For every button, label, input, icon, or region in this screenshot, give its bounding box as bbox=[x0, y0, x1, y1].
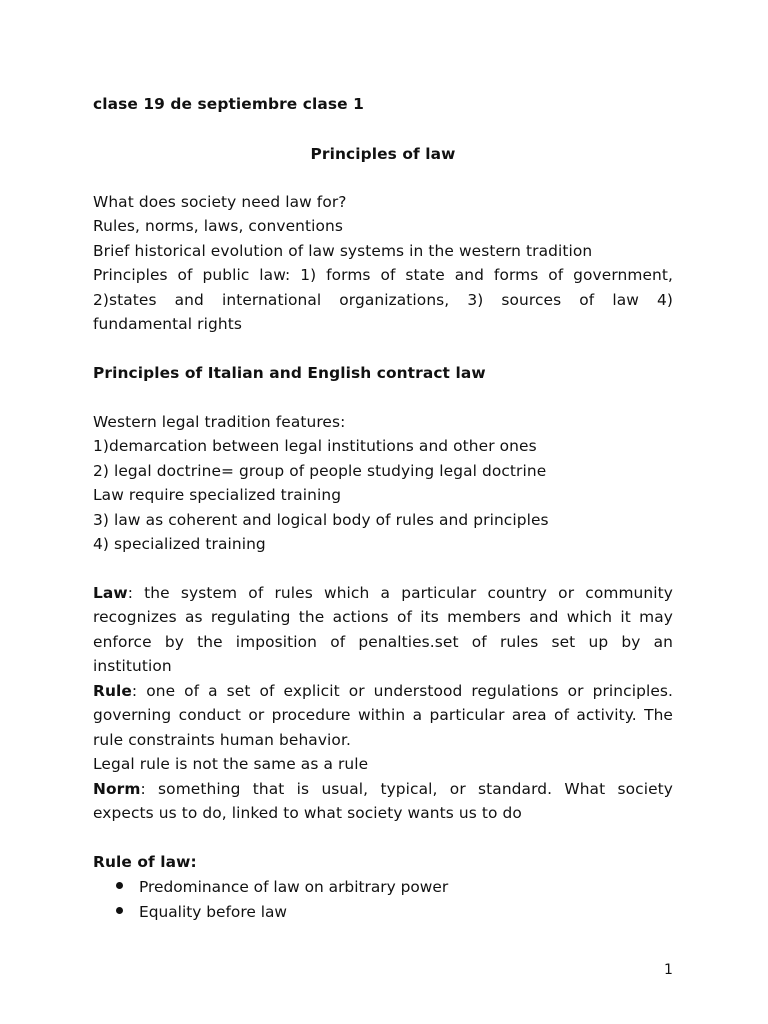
intro-line-3: Brief historical evolution of law systems in the western tradition bbox=[93, 242, 593, 260]
norm-def-line-2: expects us to do, linked to what society wants us to do bbox=[93, 804, 522, 822]
bullet-icon bbox=[116, 882, 123, 889]
features-line-5: 3) law as coherent and logical body of rules and principles bbox=[93, 511, 549, 529]
features-line-3: 2) legal doctrine= group of people studying legal doctrine bbox=[93, 462, 547, 480]
list-item-text: Predominance of law on arbitrary power bbox=[139, 878, 449, 896]
features-line-1: Western legal tradition features: bbox=[93, 413, 346, 431]
legal-rule-line: Legal rule is not the same as a rule bbox=[93, 755, 369, 773]
intro-line-1: What does society need law for? bbox=[93, 193, 347, 211]
norm-term: Norm bbox=[93, 780, 141, 798]
list-item bbox=[116, 900, 287, 925]
rule-def-line-1 bbox=[93, 679, 673, 704]
law-def-text-1: : the system of rules which a particular country or community bbox=[127, 584, 673, 602]
law-def-line-4: institution bbox=[93, 657, 172, 675]
law-def-line-1 bbox=[93, 581, 673, 606]
features-line-6: 4) specialized training bbox=[93, 535, 266, 553]
bullet-icon bbox=[116, 907, 123, 914]
section2-title: Principles of Italian and English contract law bbox=[93, 364, 486, 382]
rule-def-text-1: : one of a set of explicit or understood regulations or principles. bbox=[131, 682, 673, 700]
law-def-line-2: recognizes as regulating the actions of its members and which it may bbox=[93, 608, 673, 626]
rule-def-line-3: rule constraints human behavior. bbox=[93, 731, 351, 749]
features-line-2: 1)demarcation between legal institutions and other ones bbox=[93, 437, 537, 455]
page-number: 1 bbox=[664, 962, 673, 978]
norm-def-text-1: : something that is usual, typical, or standard. What society bbox=[140, 780, 673, 798]
doc-heading: clase 19 de septiembre clase 1 bbox=[93, 95, 364, 113]
law-term: Law bbox=[93, 584, 128, 602]
rule-term: Rule bbox=[93, 682, 132, 700]
page-title: Principles of law bbox=[310, 145, 456, 163]
intro-line-6: fundamental rights bbox=[93, 315, 242, 333]
features-line-4: Law require specialized training bbox=[93, 486, 342, 504]
intro-line-4: Principles of public law: 1) forms of state and forms of government, bbox=[93, 266, 673, 284]
intro-line-5: 2)states and international organizations, 3) sources of law 4) bbox=[93, 291, 673, 309]
intro-line-2: Rules, norms, laws, conventions bbox=[93, 217, 343, 235]
list-item bbox=[116, 875, 448, 900]
list-item-text: Equality before law bbox=[139, 903, 287, 921]
rule-of-law-title: Rule of law: bbox=[93, 853, 197, 871]
law-def-line-3: enforce by the imposition of penalties.set of rules set up by an bbox=[93, 633, 673, 651]
norm-def-line-1 bbox=[93, 777, 673, 802]
rule-def-line-2: governing conduct or procedure within a particular area of activity. The bbox=[93, 706, 673, 724]
